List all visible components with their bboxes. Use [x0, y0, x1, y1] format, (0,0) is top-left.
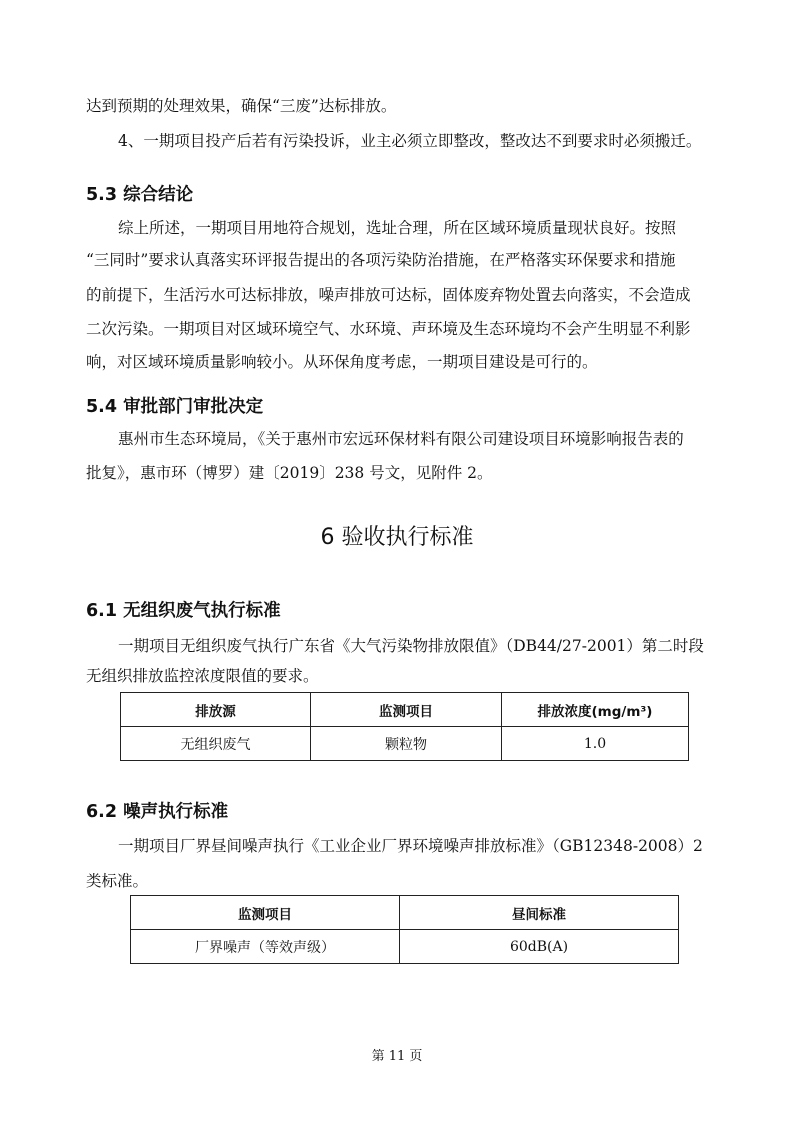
paragraph-line: 的前提下，生活污水可达标排放，噪声排放可达标，固体废弃物处置去向落实，不会造成 — [86, 286, 691, 304]
table-header-cell: 排放源 — [121, 693, 311, 727]
table-header-cell: 排放浓度(mg/m³) — [502, 693, 689, 727]
table-header-row — [121, 693, 689, 727]
section-heading-5-3: 5.3 综合结论 — [86, 185, 194, 205]
paragraph-line: 响，对区域环境质量影响较小。从环保角度考虑，一期项目建设是可行的。 — [86, 353, 598, 371]
table-header-cell: 监测项目 — [311, 693, 502, 727]
table-cell: 无组织废气 — [121, 727, 311, 761]
paragraph-line: 批复》，惠市环（博罗）建〔2019〕238 号文，见附件 2。 — [86, 464, 493, 482]
paragraph-line: 类标准。 — [86, 872, 149, 890]
paragraph-line: 4、一期项目投产后若有污染投诉，业主必须立即整改，整改达不到要求时必须搬迁。 — [118, 132, 702, 150]
table-row — [121, 727, 689, 761]
table-cell: 颗粒物 — [311, 727, 502, 761]
section-heading-6-1: 6.1 无组织废气执行标准 — [86, 601, 281, 621]
paragraph-line: 一期项目无组织废气执行广东省《大气污染物排放限值》（DB44/27-2001）第二时段 — [118, 637, 704, 655]
table-row — [131, 930, 679, 964]
noise-standard-table — [130, 895, 679, 964]
paragraph-line: 无组织排放监控浓度限值的要求。 — [86, 667, 319, 685]
table-cell: 1.0 — [502, 727, 689, 761]
table-header-cell: 监测项目 — [131, 896, 400, 930]
paragraph-line: “三同时”要求认真落实环评报告提出的各项污染防治措施，在严格落实环保要求和措施 — [86, 251, 676, 269]
paragraph-line: 二次污染。一期项目对区域环境空气、水环境、声环境及生态环境均不会产生明显不利影 — [86, 320, 691, 338]
paragraph-line: 达到预期的处理效果，确保“三废”达标排放。 — [86, 97, 397, 115]
chapter-title: 6 验收执行标准 — [320, 525, 474, 550]
section-heading-5-4: 5.4 审批部门审批决定 — [86, 397, 264, 417]
table-header-row — [131, 896, 679, 930]
table-header-cell: 昼间标准 — [400, 896, 679, 930]
page-number: 第 11 页 — [371, 1049, 423, 1064]
paragraph-line: 一期项目厂界昼间噪声执行《工业企业厂界环境噪声排放标准》（GB12348-2008）2 — [118, 837, 703, 855]
section-heading-6-2: 6.2 噪声执行标准 — [86, 802, 229, 822]
table-cell: 60dB(A) — [400, 930, 679, 964]
paragraph-line: 综上所述，一期项目用地符合规划，选址合理，所在区域环境质量现状良好。按照 — [118, 219, 677, 237]
table-cell: 厂界噪声（等效声级） — [131, 930, 400, 964]
emission-standard-table — [120, 692, 689, 761]
paragraph-line: 惠州市生态环境局，《关于惠州市宏远环保材料有限公司建设项目环境影响报告表的 — [118, 430, 684, 448]
